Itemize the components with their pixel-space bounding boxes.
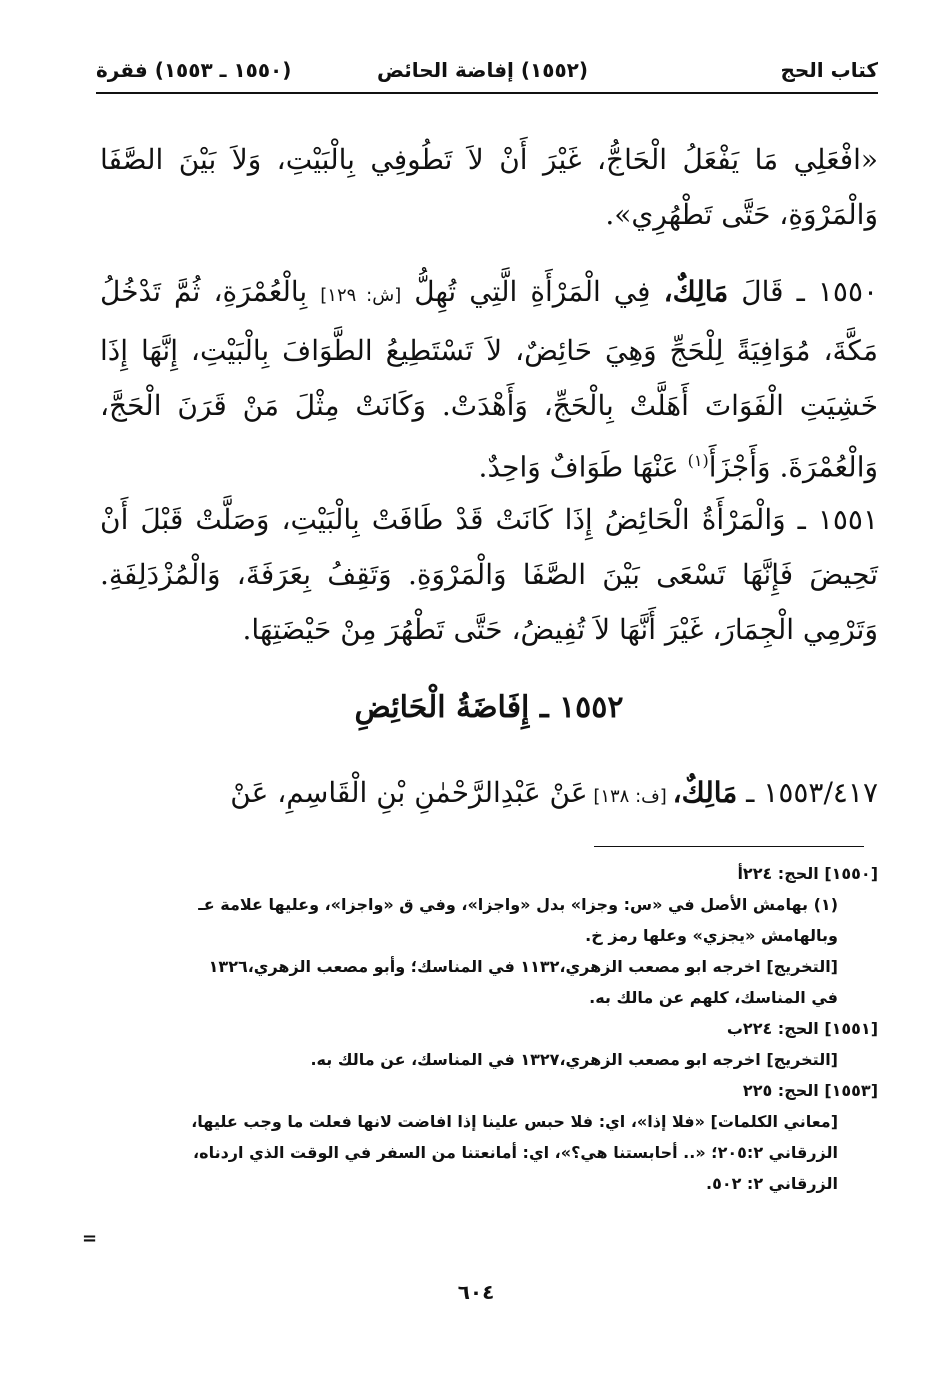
footnote-line: [التخريج] اخرجه ابو مصعب الزهري،١٣٢٧ في المناسك، عن مالك به. [310, 1050, 838, 1069]
para-text: عَنْ عَبْدِالرَّحْمٰنِ بْنِ الْقَاسِمِ، عَنْ [230, 776, 588, 809]
continuation-mark: = [82, 1228, 98, 1249]
manuscript-ref: [ف: ١٣٨] [587, 786, 673, 807]
running-header [96, 58, 878, 92]
footnote-line: وبالهامش «يجزي» وعلها رمز خ. [585, 926, 838, 945]
section-heading: ١٥٥٢ ـ إِفَاضَةُ الْحَائِضِ [354, 690, 624, 725]
footnote-rule [594, 846, 864, 847]
header-chapter-title: (١٥٥٢) إفاضة الحائض [376, 58, 588, 82]
paragraph-1553 [100, 765, 878, 824]
footnote-line: [١٥٥٠] الحج: ٢٢٤أ [737, 864, 878, 883]
footnote-line: في المناسك، كلهم عن مالك به. [589, 988, 838, 1007]
footnote-line: [التخريج] اخرجه ابو مصعب الزهري،١١٣٢ في المناسك؛ وأبو مصعب الزهري،١٣٢٦ [208, 957, 838, 976]
footnote-line: الزرقاني ٢٠٥:٢؛ «.. أحابستنا هي؟»، اي: أمانعتنا من السفر في الوقت الذي اردناه، [193, 1143, 838, 1162]
paragraph-1551: ١٥٥١ ـ وَالْمَرْأَةُ الْحَائِضُ إِذَا كَانَتْ قَدْ طَافَتْ بِالْبَيْتِ، وَصَلَّتْ قَبْلَ أَنْ تَحِيضَ فَإِنَّهَا تَسْعَى بَيْنَ الصَّفَا وَالْمَرْوَةِ. وَتَقِفُ بِعَرَفَةَ، وَالْمُزْدَلِفَةِ. وَتَرْمِي الْجِمَارَ، غَيْرَ أَنَّهَا لاَ تُفِيضُ، حَتَّى تَطْهُرَ مِنْ حَيْضَتِهَا. [100, 503, 878, 646]
footnotes [96, 858, 878, 1199]
narrator-malik: مَالِكٌ، [672, 776, 738, 809]
footnote-line: [١٥٥٣] الحج: ٢٢٥ [742, 1081, 878, 1100]
footnote-line: الزرقاني ٢: ٥٠٢. [705, 1174, 838, 1193]
para-text: عَنْهَا طَوَافٌ وَاحِدٌ. [478, 450, 688, 484]
footnote-line: [١٥٥١] الحج: ٢٢٤ب [726, 1019, 878, 1038]
paragraph-1549-end: «افْعَلِي مَا يَفْعَلُ الْحَاجُّ، غَيْرَ أَنْ لاَ تَطُوفِي بِالْبَيْتِ، وَلاَ بَيْنَ الصَّفَا وَالْمَرْوَةِ، حَتَّى تَطْهُرِي». [100, 143, 878, 231]
para-text: فِي الْمَرْأَةِ الَّتِي تُهِلُّ [401, 275, 664, 308]
header-paragraph-range: (١٥٥٠ ـ ١٥٥٣) فقرة [96, 58, 292, 82]
para-text: بِالْعُمْرَةِ، ثُمَّ تَدْخُلُ مَكَّةَ، مُوَافِيَةً لِلْحَجِّ وَهِيَ حَائِضٌ، لاَ تَسْتَطِيعُ الطَّوَافَ بِالْبَيْتِ، إِنَّهَا إِذَا خَشِيَتِ الْفَوَاتَ أَهَلَّتْ بِالْحَجِّ، وَأَهْدَتْ. وَكَانَتْ مِثْلَ مَنْ قَرَنَ الْحَجَّ، وَالْعُمْرَةَ. وَأَجْزَأَ [100, 275, 878, 484]
header-rule [96, 92, 878, 94]
narrator-malik: مَالِكٌ، [663, 275, 729, 308]
paragraph-1550 [100, 264, 878, 494]
page-number: ٦٠٤ [457, 1280, 495, 1304]
footnote-line: (١) بهامش الأصل في «س: وجزا» بدل «واجزا»، وفي ق «واجزا»، وعليها علامة عـ [198, 895, 838, 914]
para-number: ١٥٥٠ ـ قَالَ [728, 275, 879, 308]
header-book-title: كتاب الحج [780, 58, 878, 82]
para-number: ١٥٥٣/٤١٧ ـ [737, 776, 878, 809]
footnote-line: [معاني الكلمات] «فلا إذا»، اي: فلا حبس علينا إذا افاضت لانها فعلت ما وجب عليها، [191, 1112, 838, 1131]
footnote-marker[interactable]: (١) [687, 451, 709, 470]
manuscript-ref: [ش: ١٢٩] [320, 285, 402, 306]
